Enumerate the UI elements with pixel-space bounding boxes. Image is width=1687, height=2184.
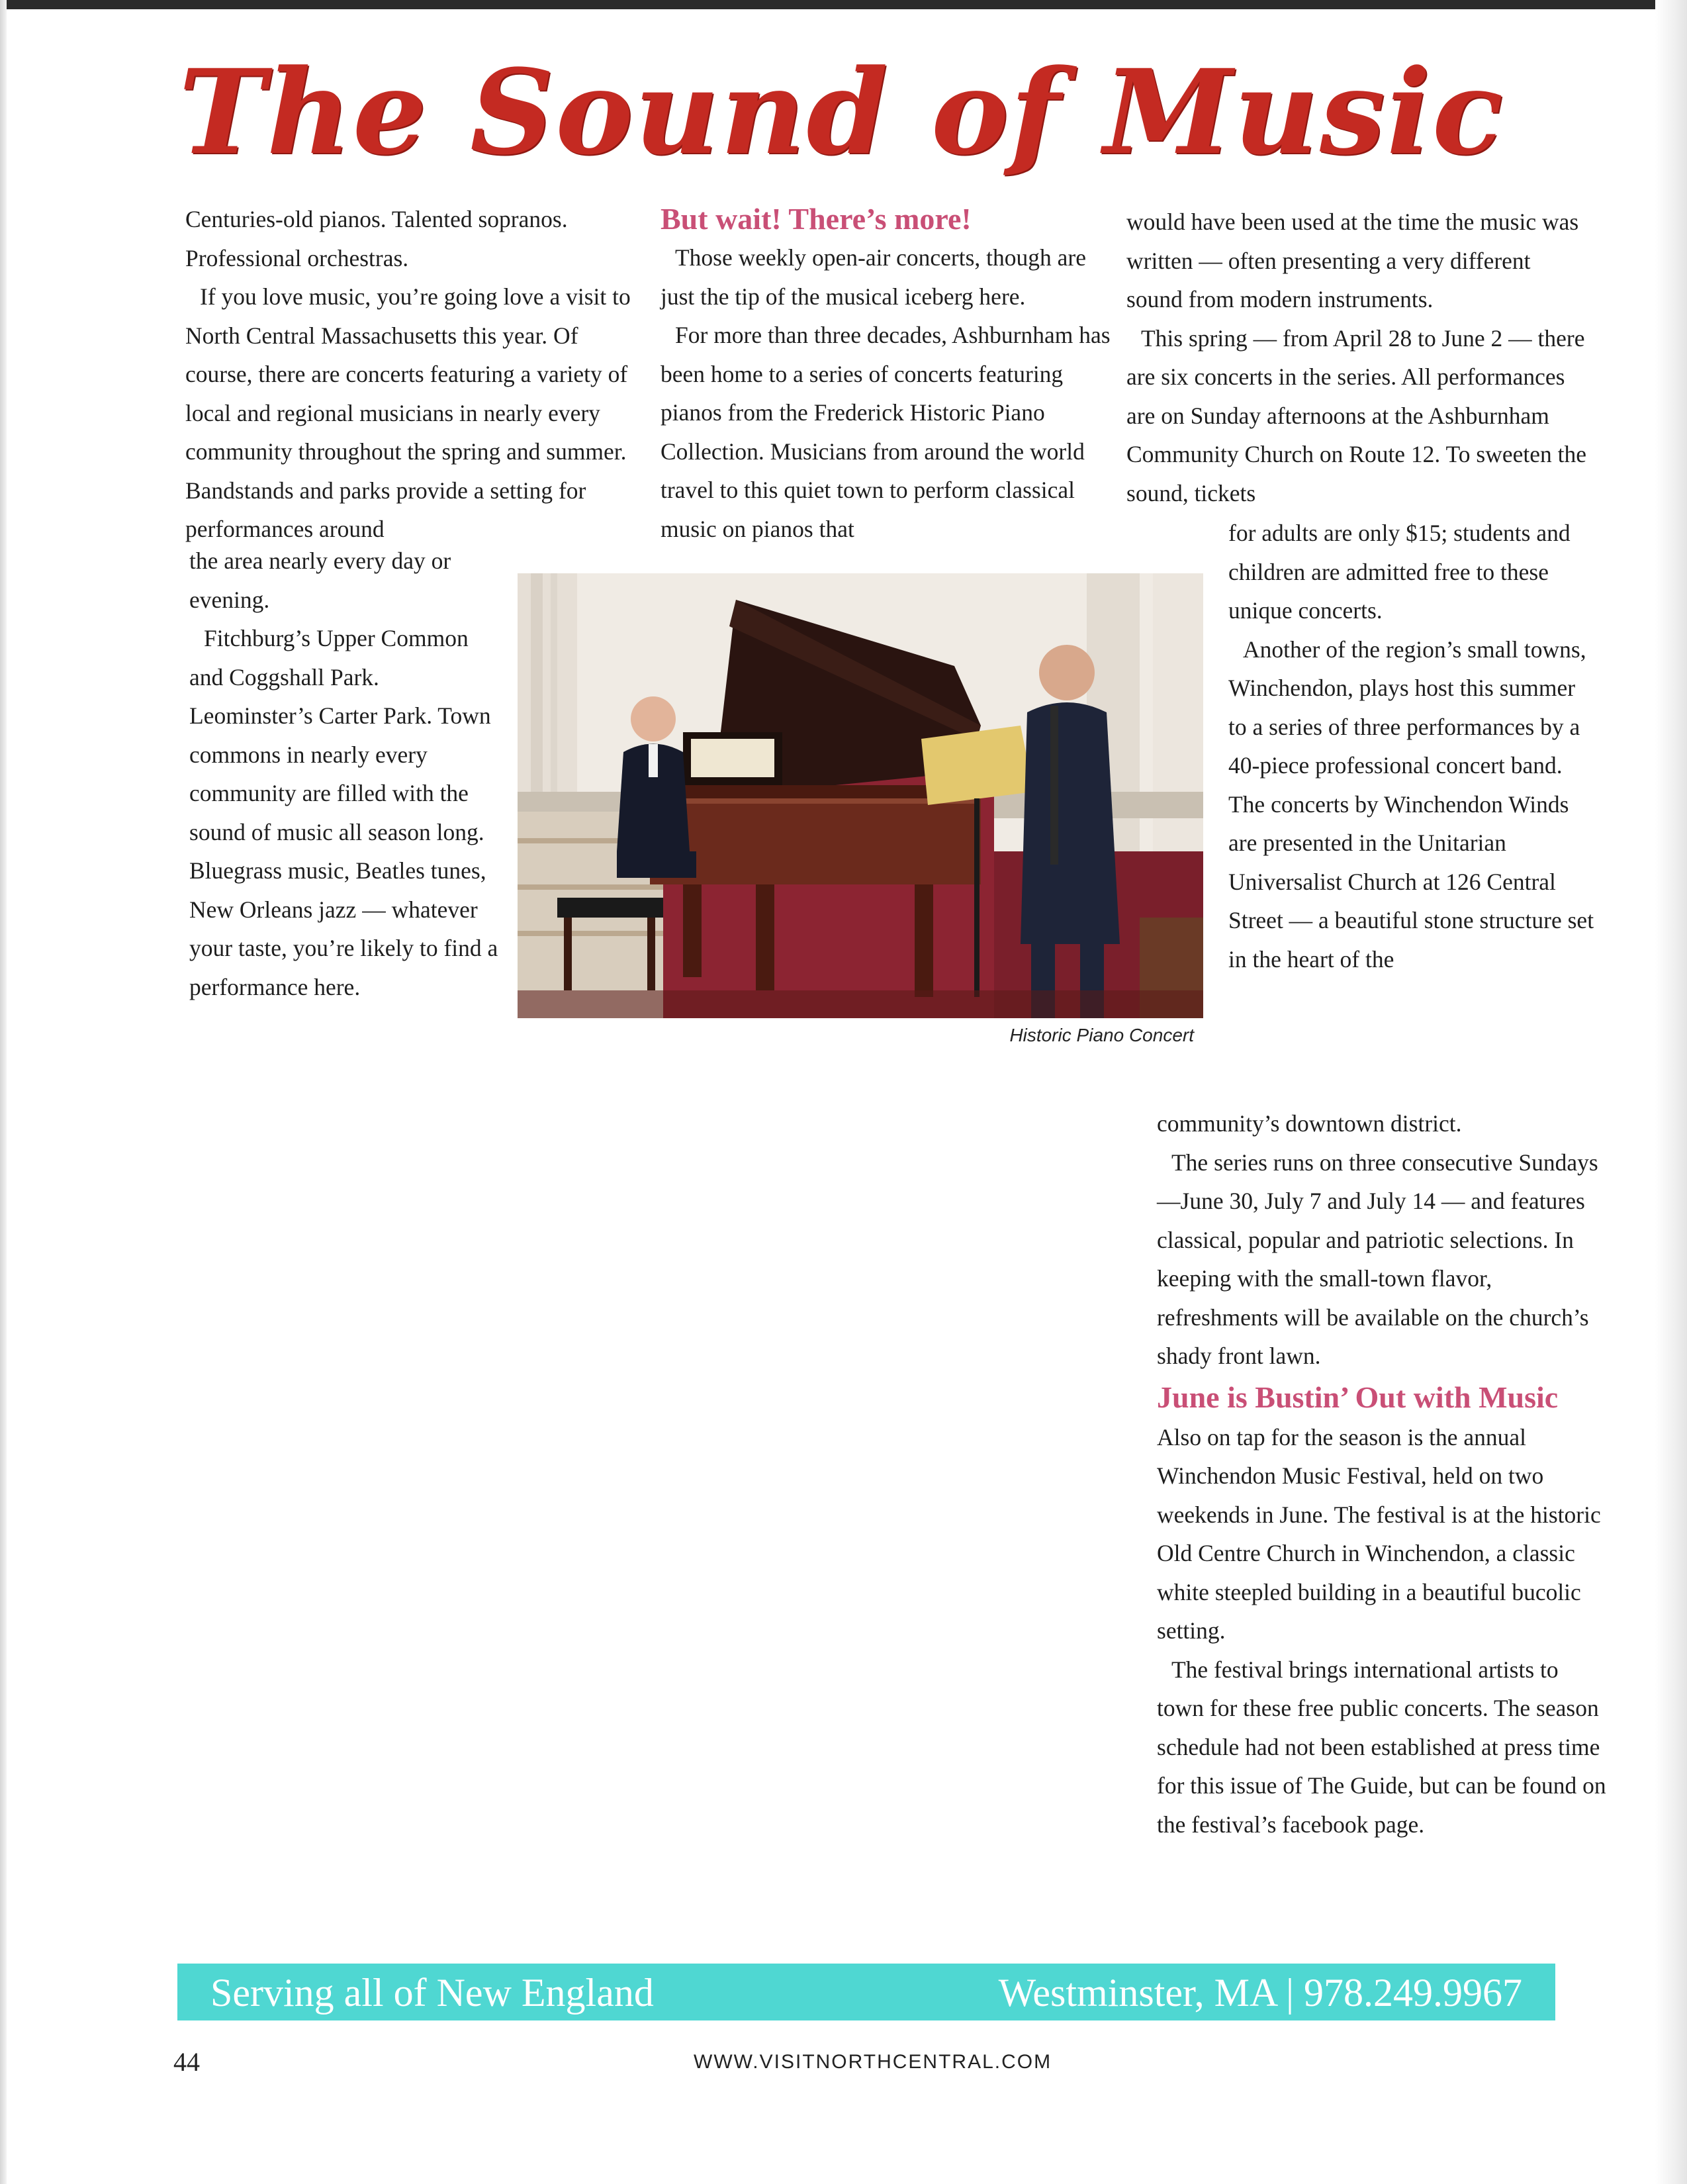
banner-tagline: Serving all of New England	[210, 1971, 654, 2015]
winchendon-intro-paragraph: Another of the region’s small towns, Winchendon, plays host this summer to a series of three performances by a 40-piece professional concert band. The concerts by Winchendon Winds are presented in the Unitarian Universalist Church at 126 Central Street — a beautiful stone structure set in the heart of the	[1228, 636, 1594, 973]
page-number: 44	[173, 2047, 200, 2077]
heading-june-bustin: June is Bustin’ Out with Music	[1157, 1380, 1559, 1414]
festival-paragraph-1: Also on tap for the season is the annual Winchendon Music Festival, held on two weekends in June. The festival is at the historic Old Centre Church in Winchendon, a classic white steepled building in a beautiful bucolic setting.	[1157, 1423, 1601, 1644]
column-2	[661, 200, 1117, 548]
footer-website: WWW.VISITNORTHCENTRAL.COM	[694, 2051, 1052, 2073]
more-paragraph-2: For more than three decades, Ashburnham has been home to a series of concerts featuring pianos from the Frederick Historic Piano Collection. Musicians from around the world travel to this quiet town to perform classical music on pianos that	[661, 322, 1111, 542]
intro-paragraph-2: If you love music, you’re going love a visit to North Central Massachusetts this year. Of course, there are concerts featuring a variety of local and regional musicians in nearly every community throughout the spring and summer. Bandstands and parks provide a setting for performances around	[185, 283, 631, 542]
heading-but-wait: But wait! There’s more!	[661, 202, 972, 236]
intro-paragraph-3: Fitchburg’s Upper Common and Coggshall Park. Leominster’s Carter Park. Town commons in nearly every community are filled with the sound of music all season long. Bluegrass music, Beatles tunes, New Orleans jazz — whatever your taste, you’re likely to find a performance here.	[189, 625, 498, 1000]
column-1	[185, 200, 642, 549]
photo-caption: Historic Piano Concert	[1009, 1025, 1194, 1045]
scan-edge-left	[0, 0, 7, 2184]
intro-paragraph-1: Centuries-old pianos. Talented sopranos. Professional orchestras.	[185, 206, 568, 271]
more-paragraph-1: Those weekly open-air concerts, though are just the tip of the musical iceberg here.	[661, 244, 1087, 310]
banner-contact: Westminster, MA | 978.249.9967	[998, 1971, 1522, 2015]
winchendon-paragraph-continued: community’s downtown district.	[1157, 1110, 1462, 1137]
column-3-beside-photo	[1228, 514, 1599, 978]
ashburnham-schedule-paragraph: This spring — from April 28 to June 2 — there are six concerts in the series. All performances are on Sunday afternoons at the Ashburnham Community Church on Route 12. To sweeten the sound, tickets	[1126, 324, 1586, 506]
column-3-lower	[1157, 1104, 1607, 1844]
scan-edge-top	[0, 0, 1687, 9]
scan-edge-right	[1655, 0, 1687, 2184]
column-1-lower	[189, 542, 507, 1006]
footer-banner	[177, 1964, 1555, 2020]
ticket-paragraph: for adults are only $15; students and children are admitted free to these unique concerts.	[1228, 520, 1571, 624]
festival-paragraph-2: The festival brings international artists to town for these free public concerts. The season schedule had not been established at press time for this issue of The Guide, but can be found on the festival’s facebook page.	[1157, 1656, 1606, 1838]
intro-paragraph-2-continued: the area nearly every day or evening.	[189, 547, 451, 613]
ashburnham-paragraph-continued: would have been used at the time the music was written — often presenting a very different sound from modern instruments.	[1126, 209, 1579, 312]
winchendon-series-paragraph: The series runs on three consecutive Sundays —June 30, July 7 and July 14 — and features classical, popular and patriotic selections. In keeping with the small-town flavor, refreshments will be available on the church’s shady front lawn.	[1157, 1149, 1598, 1369]
concert-photo	[518, 573, 1203, 1018]
column-3-upper	[1126, 203, 1590, 512]
concert-photo-illustration	[518, 573, 1203, 1018]
article-title: The Sound of Music	[179, 44, 1505, 181]
